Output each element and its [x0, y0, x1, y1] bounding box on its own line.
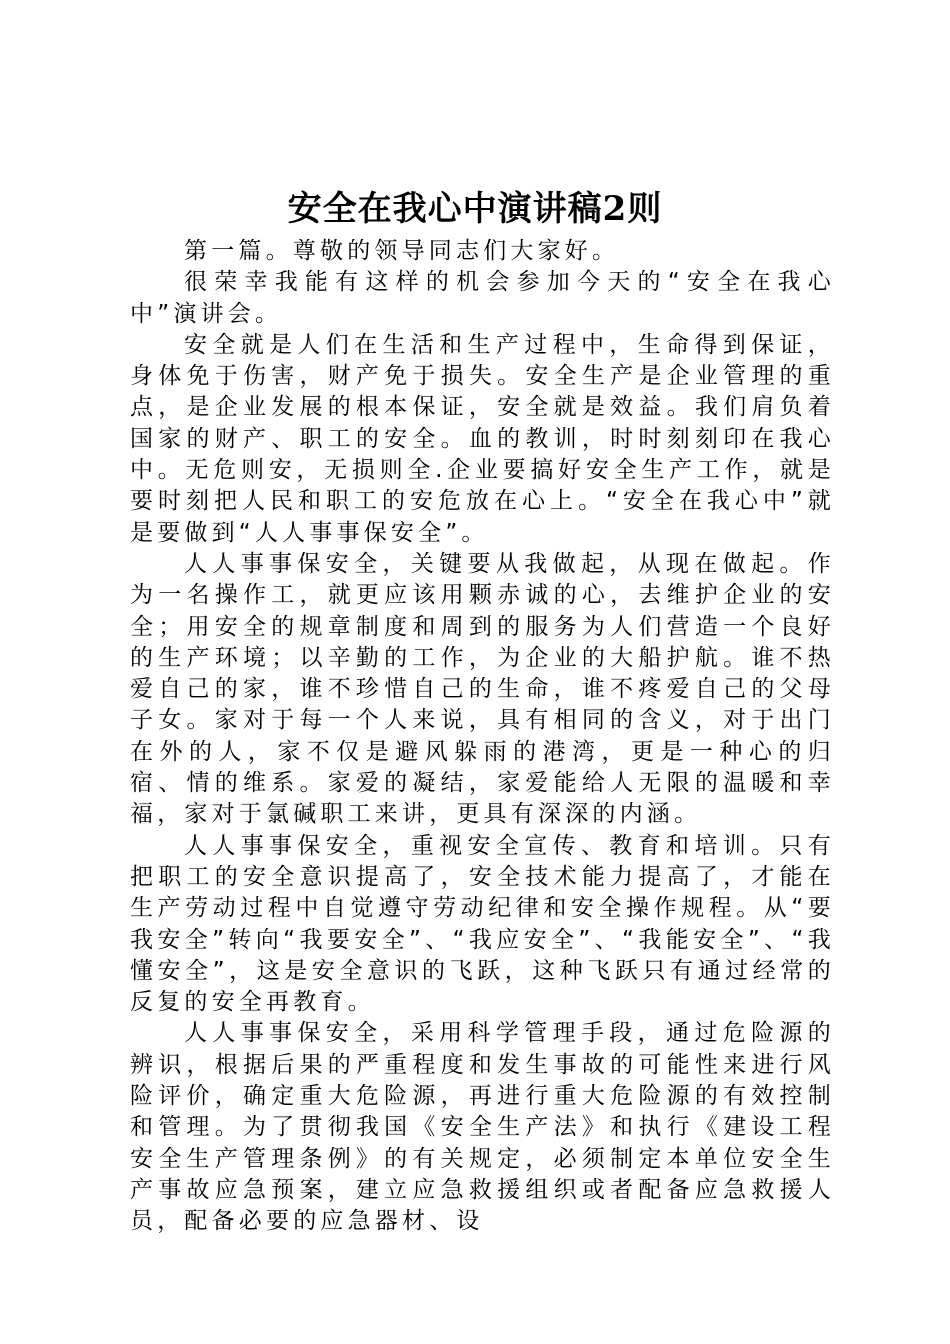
paragraph-safety-education: 人人事事保安全，重视安全宣传、教育和培训。只有把职工的安全意识提高了，安全技术能力提高了，才能在生产劳动过程中自觉遵守劳动纪律和安全操作规程。从“要我安全”转向“我要安全”、“我应安全”、“我能安全”、“我懂安全”，这是安全意识的飞跃，这种飞跃只有通过经常的反复的安全再教育。	[130, 832, 835, 1016]
paragraph-scientific-management: 人人事事保安全，采用科学管理手段，通过危险源的辨识，根据后果的严重程度和发生事故的可能性来进行风险评价，确定重大危险源，再进行重大危险源的有效控制和管理。为了贯彻我国《安全生产法》和执行《建设工程安全生产管理条例》的有关规定，必须制定本单位安全生产事故应急预案，建立应急救援组织或者配备应急救援人员，配备必要的应急器材、设	[130, 1020, 835, 1235]
paragraph-safety-definition: 安全就是人们在生活和生产过程中，生命得到保证，身体免于伤害，财产免于损失。安全生产是企业管理的重点，是企业发展的根本保证，安全就是效益。我们肩负着国家的财产、职工的安全。血的教训，时时刻刻印在我心中。无危则安，无损则全.企业要搞好安全生产工作，就是要时刻把人民和职工的安危放在心上。“安全在我心中”就是要做到“人人事事保安全”。	[130, 331, 835, 546]
document-title: 安全在我心中演讲稿2则	[287, 189, 663, 229]
document-body	[130, 236, 835, 1238]
paragraph-start-with-me: 人人事事保安全，关键要从我做起，从现在做起。作为一名操作工，就更应该用颗赤诚的心，去维护企业的安全；用安全的规章制度和周到的服务为人们营造一个良好的生产环境；以辛勤的工作，为企业的大船护航。谁不热爱自己的家，谁不珍惜自己的生命，谁不疼爱自己的父母子女。家对于每一个人来说，具有相同的含义，对于出门在外的人，家不仅是避风躲雨的港湾，更是一种心的归宿、情的维系。家爱的凝结，家爱能给人无限的温暖和幸福，家对于氯碱职工来讲，更具有深深的内涵。	[130, 550, 835, 828]
paragraph-intro: 很荣幸我能有这样的机会参加今天的“安全在我心中”演讲会。	[130, 269, 835, 327]
paragraph-greeting: 第一篇。尊敬的领导同志们大家好。	[184, 238, 620, 264]
